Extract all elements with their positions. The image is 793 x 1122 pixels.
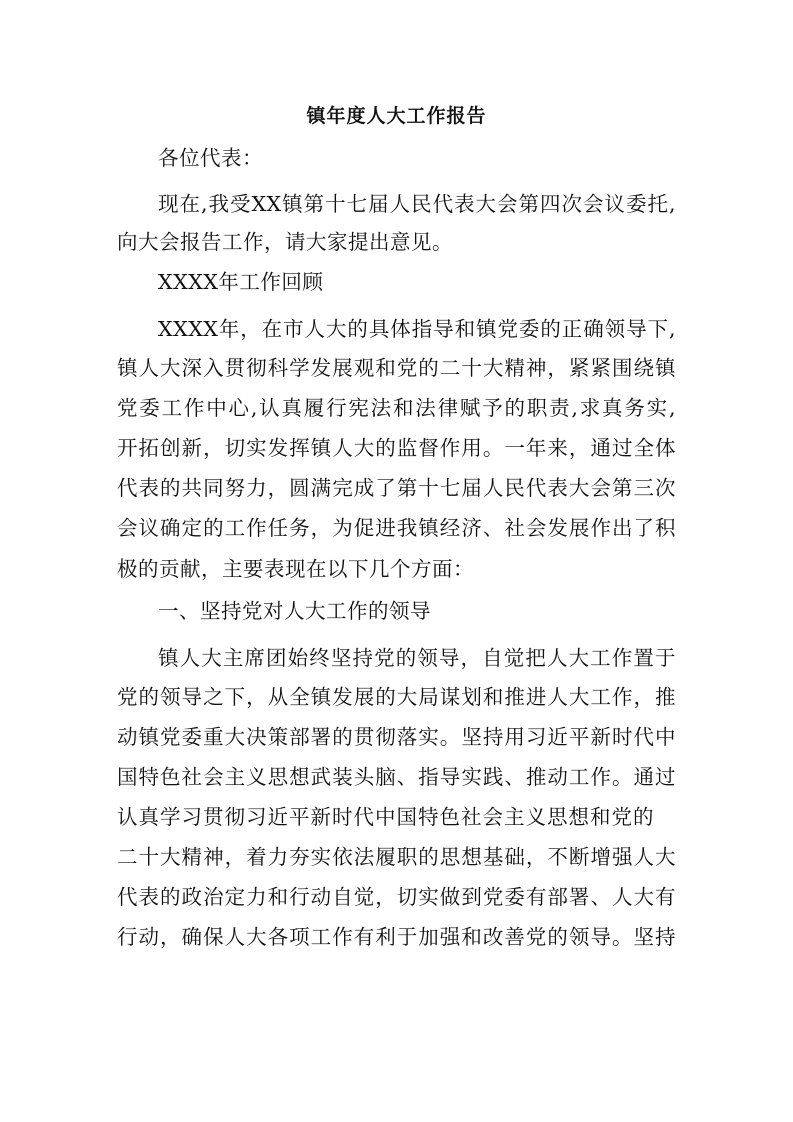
paragraph-line: 现在,我受XX镇第十七届人民代表大会第四次会议委托,	[158, 192, 676, 216]
section-heading: XXXX年工作回顾	[158, 270, 324, 294]
paragraph-line: 国特色社会主义思想武装头脑、指导实践、推动工作。通过	[117, 765, 676, 789]
section-heading: 一、坚持党对人大工作的领导	[158, 599, 431, 623]
salutation: 各位代表：	[158, 146, 263, 170]
paragraph-line: 代表的共同努力，圆满完成了第十七届人民代表大会第三次	[117, 476, 676, 500]
paragraph-line: 行动，确保人大各项工作有利于加强和改善党的领导。坚持	[117, 925, 676, 949]
paragraph-line: 镇人大深入贯彻科学发展观和党的二十大精神，紧紧围绕镇	[117, 356, 676, 380]
paragraph-line: 向大会报告工作，请大家提出意见。	[117, 230, 453, 254]
paragraph-line: 代表的政治定力和行动自觉，切实做到党委有部署、人大有	[117, 885, 676, 909]
paragraph-line: 二十大精神，着力夯实依法履职的思想基础，不断增强人大	[117, 845, 676, 869]
paragraph-line: XXXX年，在市人大的具体指导和镇党委的正确领导下,	[158, 317, 676, 341]
paragraph-line: 极的贡献，主要表现在以下几个方面：	[117, 557, 474, 581]
document-title: 镇年度人大工作报告	[306, 105, 487, 127]
paragraph-line: 认真学习贯彻习近平新时代中国特色社会主义思想和党的	[117, 805, 654, 829]
paragraph-line: 动镇党委重大决策部署的贯彻落实。坚持用习近平新时代中	[117, 725, 676, 749]
paragraph-line: 党委工作中心,认真履行宪法和法律赋予的职责,求真务实,	[117, 396, 676, 420]
paragraph-line: 开拓创新，切实发挥镇人大的监督作用。一年来，通过全体	[117, 436, 676, 460]
paragraph-line: 会议确定的工作任务，为促进我镇经济、社会发展作出了积	[117, 516, 676, 540]
paragraph-line: 党的领导之下，从全镇发展的大局谋划和推进人大工作，推	[117, 685, 676, 709]
paragraph-line: 镇人大主席团始终坚持党的领导，自觉把人大工作置于	[158, 646, 676, 670]
